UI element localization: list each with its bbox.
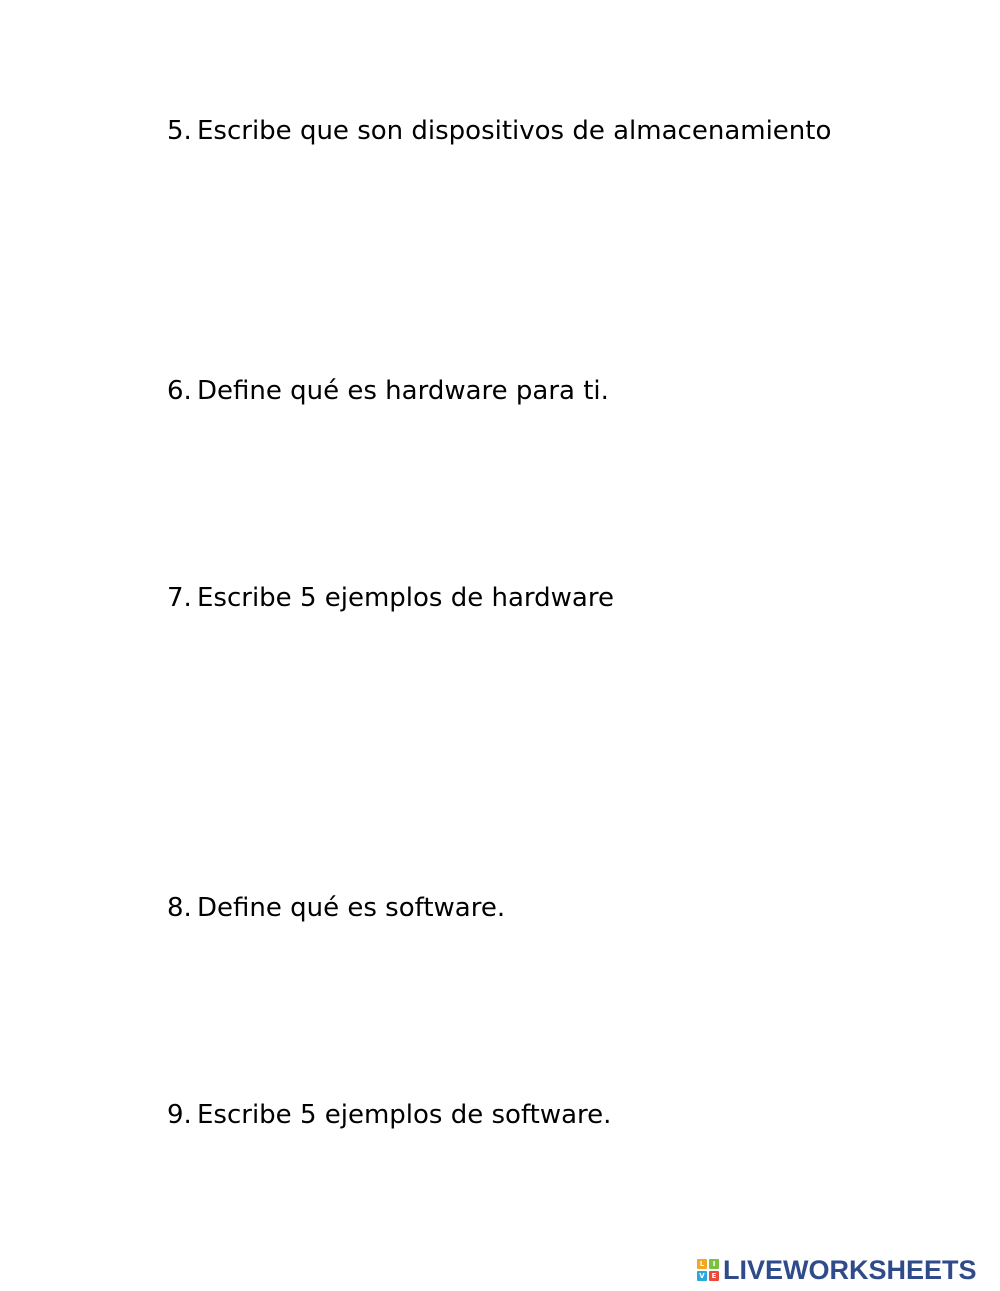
question-number: 9. <box>167 1100 192 1130</box>
logo-block-e: E <box>709 1271 719 1281</box>
logo-block-v: V <box>697 1271 707 1281</box>
logo-block-i: I <box>709 1259 719 1269</box>
question-text: Define qué es software. <box>197 893 506 923</box>
question-text: Escribe 5 ejemplos de software. <box>197 1100 612 1130</box>
question-number: 5. <box>167 116 192 146</box>
liveworksheets-logo <box>697 1255 977 1285</box>
question-9 <box>167 1100 611 1131</box>
question-6 <box>167 376 609 407</box>
question-5 <box>167 116 831 147</box>
question-number: 8. <box>167 893 192 923</box>
logo-blocks-icon <box>697 1259 719 1281</box>
question-text: Escribe que son dispositivos de almacenamiento <box>197 116 832 146</box>
question-text: Escribe 5 ejemplos de hardware <box>197 583 614 613</box>
question-number: 6. <box>167 376 192 406</box>
logo-block-l: L <box>697 1259 707 1269</box>
question-7 <box>167 583 614 614</box>
question-8 <box>167 893 505 924</box>
question-number: 7. <box>167 583 192 613</box>
question-text: Define qué es hardware para ti. <box>197 376 609 406</box>
logo-text: LIVEWORKSHEETS <box>723 1255 977 1285</box>
